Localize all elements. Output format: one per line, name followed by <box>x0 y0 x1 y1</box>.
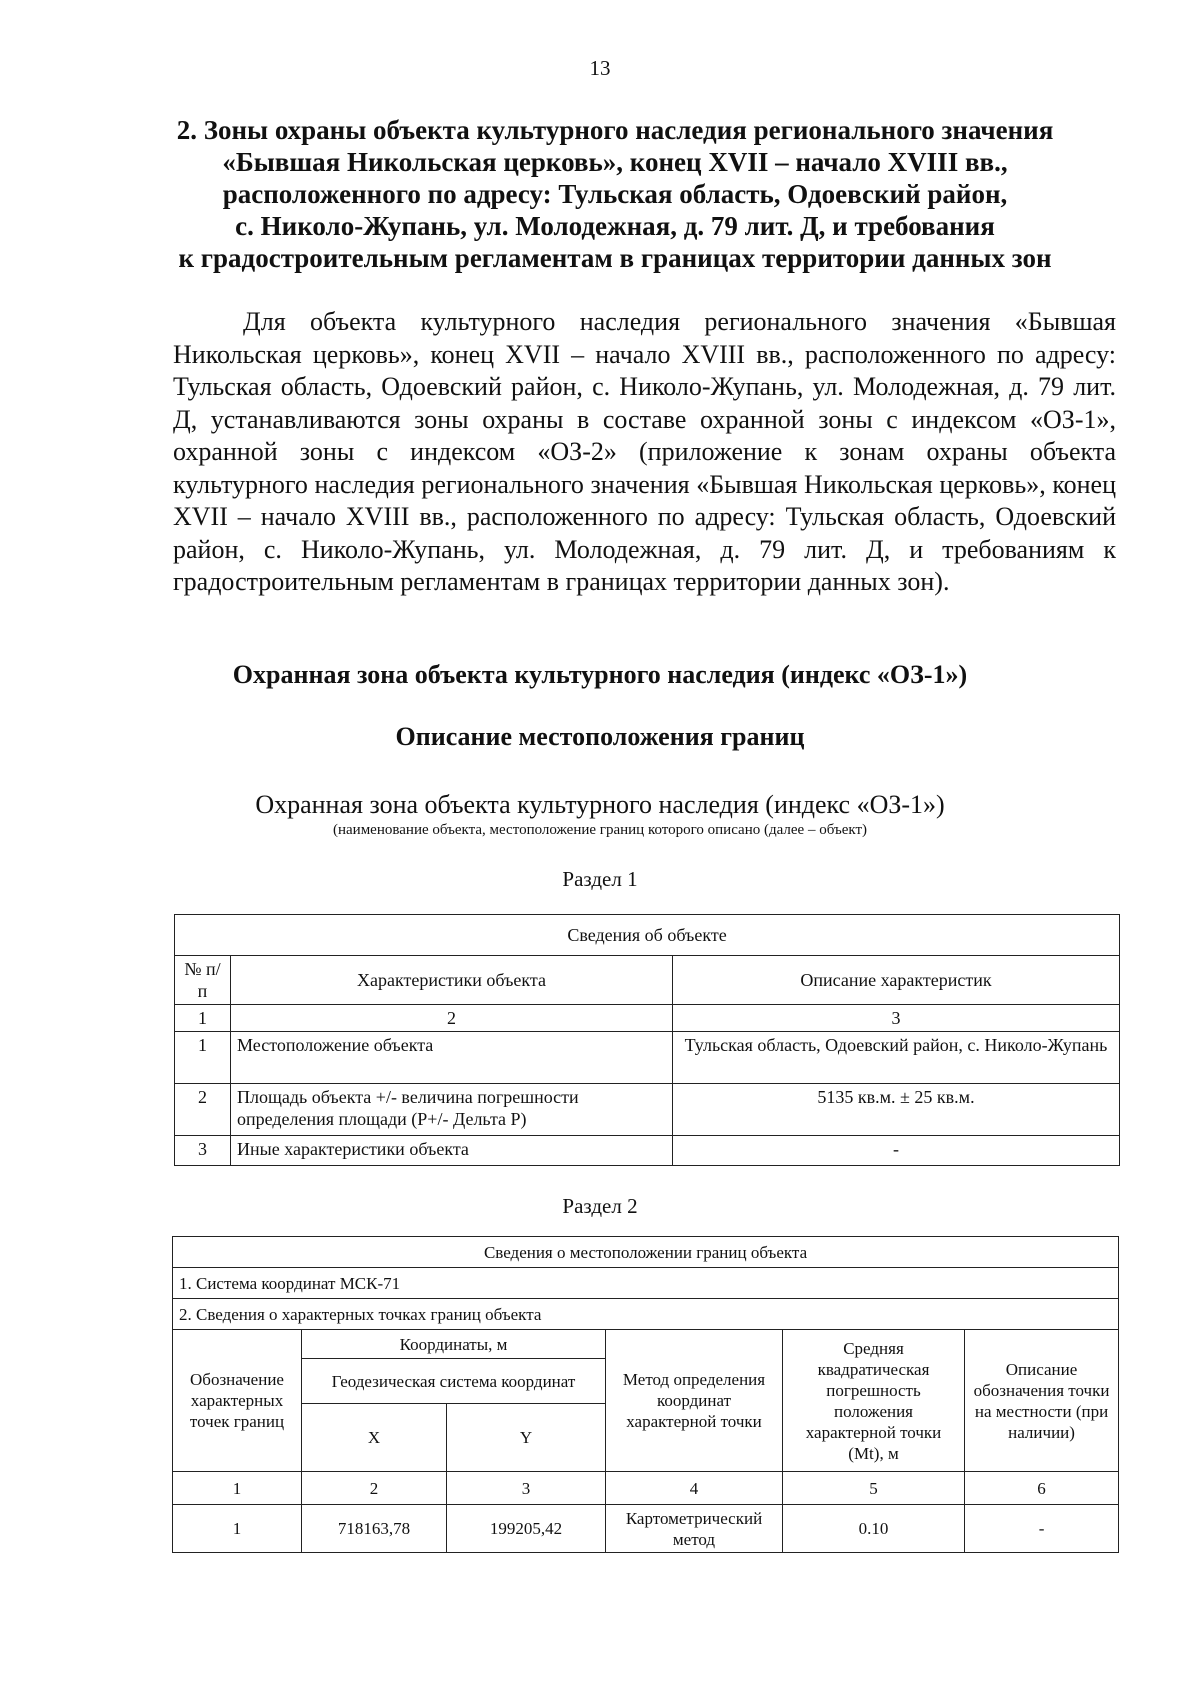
table-row <box>175 1032 1120 1084</box>
intro-paragraph: Для объекта культурного наследия регионального значения «Бывшая Никольская церковь», конец XVII – начало XVIII вв., расположенного по адресу: Тульская область, Одоевский район, с. Николо-Жупань, ул. Молодежная, д. 79 лит. Д, устанавливаются зоны охраны в составе охранной зоны с индексом «ОЗ-1», охранной зоны с индексом «ОЗ-2» (приложение к зонам охраны объекта культурного наследия регионального значения «Бывшая Никольская церковь», конец XVII – начало XVIII вв., расположенного по адресу: Тульская область, Одоевский район, с. Николо-Жупань, ул. Молодежная, д. 79 лит. Д, и требованиям к градостроительным регламентам в границах территории данных зон). <box>173 307 1116 596</box>
header-y: Y <box>447 1404 606 1472</box>
column-number: 5 <box>783 1472 965 1505</box>
row-num: 1 <box>175 1032 231 1084</box>
header-geodetic: Геодезическая система координат <box>302 1359 606 1404</box>
row-characteristic: Площадь объекта +/- величина погрешности определения площади (Р+/- Дельта Р) <box>231 1084 673 1136</box>
row-num: 3 <box>175 1136 231 1166</box>
header-characteristic: Характеристики объекта <box>231 956 673 1005</box>
header-x: X <box>302 1404 447 1472</box>
table-row <box>175 1136 1120 1166</box>
header-designation: Обозначение характерных точек границ <box>173 1330 302 1472</box>
row-num: 2 <box>175 1084 231 1136</box>
heading-line: 2. Зоны охраны объекта культурного наследия регионального значения <box>176 115 1054 145</box>
zone-heading: Охранная зона объекта культурного наследия (индекс «ОЗ-1») <box>232 660 968 689</box>
point-description: - <box>965 1505 1119 1553</box>
table-row <box>175 1084 1120 1136</box>
section-heading <box>150 114 1080 274</box>
column-number: 2 <box>302 1472 447 1505</box>
column-number: 4 <box>606 1472 783 1505</box>
point-id: 1 <box>173 1505 302 1553</box>
points-title: 2. Сведения о характерных точках границ объекта <box>173 1299 1119 1330</box>
column-number: 3 <box>673 1005 1120 1032</box>
page-number: 13 <box>589 56 611 80</box>
column-number: 3 <box>447 1472 606 1505</box>
header-error: Средняя квадратическая погрешность положения характерной точки (Mt), м <box>783 1330 965 1472</box>
point-method: Картометрический метод <box>606 1505 783 1553</box>
point-x: 718163,78 <box>302 1505 447 1553</box>
section2-label: Раздел 2 <box>562 1194 638 1218</box>
section1-label: Раздел 1 <box>562 867 638 891</box>
row-description: 5135 кв.м. ± 25 кв.м. <box>673 1084 1120 1136</box>
column-number: 6 <box>965 1472 1119 1505</box>
column-number: 2 <box>231 1005 673 1032</box>
object-name: Охранная зона объекта культурного наследия (индекс «ОЗ-1») <box>255 790 945 819</box>
table-title: Сведения об объекте <box>175 915 1120 956</box>
header-point-description: Описание обозначения точки на местности (при наличии) <box>965 1330 1119 1472</box>
header-description: Описание характеристик <box>673 956 1120 1005</box>
point-error: 0.10 <box>783 1505 965 1553</box>
header-num: № п/п <box>175 956 231 1005</box>
heading-line: к градостроительным регламентам в границах территории данных зон <box>178 243 1052 273</box>
heading-line: расположенного по адресу: Тульская область, Одоевский район, <box>222 179 1008 209</box>
column-number: 1 <box>175 1005 231 1032</box>
row-characteristic: Иные характеристики объекта <box>231 1136 673 1166</box>
coordinate-system: 1. Система координат МСК-71 <box>173 1268 1119 1299</box>
heading-line: с. Николо-Жупань, ул. Молодежная, д. 79 лит. Д, и требования <box>235 211 995 241</box>
table-title: Сведения о местоположении границ объекта <box>173 1237 1119 1268</box>
boundary-heading: Описание местоположения границ <box>395 722 805 751</box>
row-description: Тульская область, Одоевский район, с. Николо-Жупань <box>673 1032 1120 1084</box>
table-row <box>173 1505 1119 1553</box>
point-y: 199205,42 <box>447 1505 606 1553</box>
row-description: - <box>673 1136 1120 1166</box>
header-method: Метод определения координат характерной точки <box>606 1330 783 1472</box>
object-caption: (наименование объекта, местоположение границ которого описано (далее – объект) <box>332 822 868 838</box>
boundary-points-table <box>172 1236 1119 1553</box>
heading-line: «Бывшая Никольская церковь», конец XVII – начало XVIII вв., <box>222 147 1008 177</box>
header-coordinates: Координаты, м <box>302 1330 606 1359</box>
column-number: 1 <box>173 1472 302 1505</box>
row-characteristic: Местоположение объекта <box>231 1032 673 1084</box>
object-info-table <box>174 914 1120 1166</box>
